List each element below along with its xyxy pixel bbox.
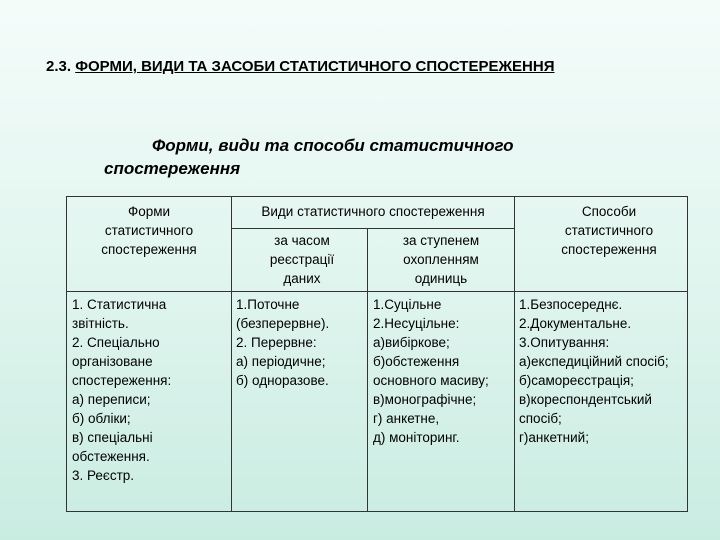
cell-methods: 1.Безпосереднє. 2.Документальне. 3.Опитування: а)експедиційний спосіб; б)самореєстрація; в)кореспондентський спосіб; г)анкетний; [519,297,669,445]
cell-forms: 1. Статистична звітність. 2. Спеціально організоване спостереження: а) переписи; б) обліки; в) спеціальні обстеження. 3. Реєстр. [72,297,172,483]
table-caption: Форми, види та способи статистичного спостереження [104,136,514,178]
classification-table [66,196,688,512]
row-divider [232,228,514,229]
column-divider [231,197,232,511]
row-divider [67,291,687,292]
column-divider [514,197,515,511]
cell-by-coverage: 1.Суцільне 2.Несуцільне: а)вибіркове; б)обстеження основного масиву; в)монографічне; г) анкетне, д) моніторинг. [373,297,489,445]
cell-by-time: 1.Поточне (безперервне). 2. Перервне: а) періодичне; б) одноразове. [236,297,330,388]
header-types: Види статистичного спостереження [261,204,485,219]
header-forms: Форми статистичного спостереження [101,204,197,257]
header-methods: Способи статистичного спостереження [561,204,657,257]
column-divider [367,229,368,511]
slide-heading [46,58,555,75]
heading-text: ФОРМИ, ВИДИ ТА ЗАСОБИ СТАТИСТИЧНОГО СПОСТЕРЕЖЕННЯ [75,58,555,75]
header-types-by-time: за часом реєстрації даних [269,233,335,286]
header-types-by-coverage: за ступенем охопленням одиниць [402,233,480,286]
heading-number: 2.3. [46,58,72,75]
